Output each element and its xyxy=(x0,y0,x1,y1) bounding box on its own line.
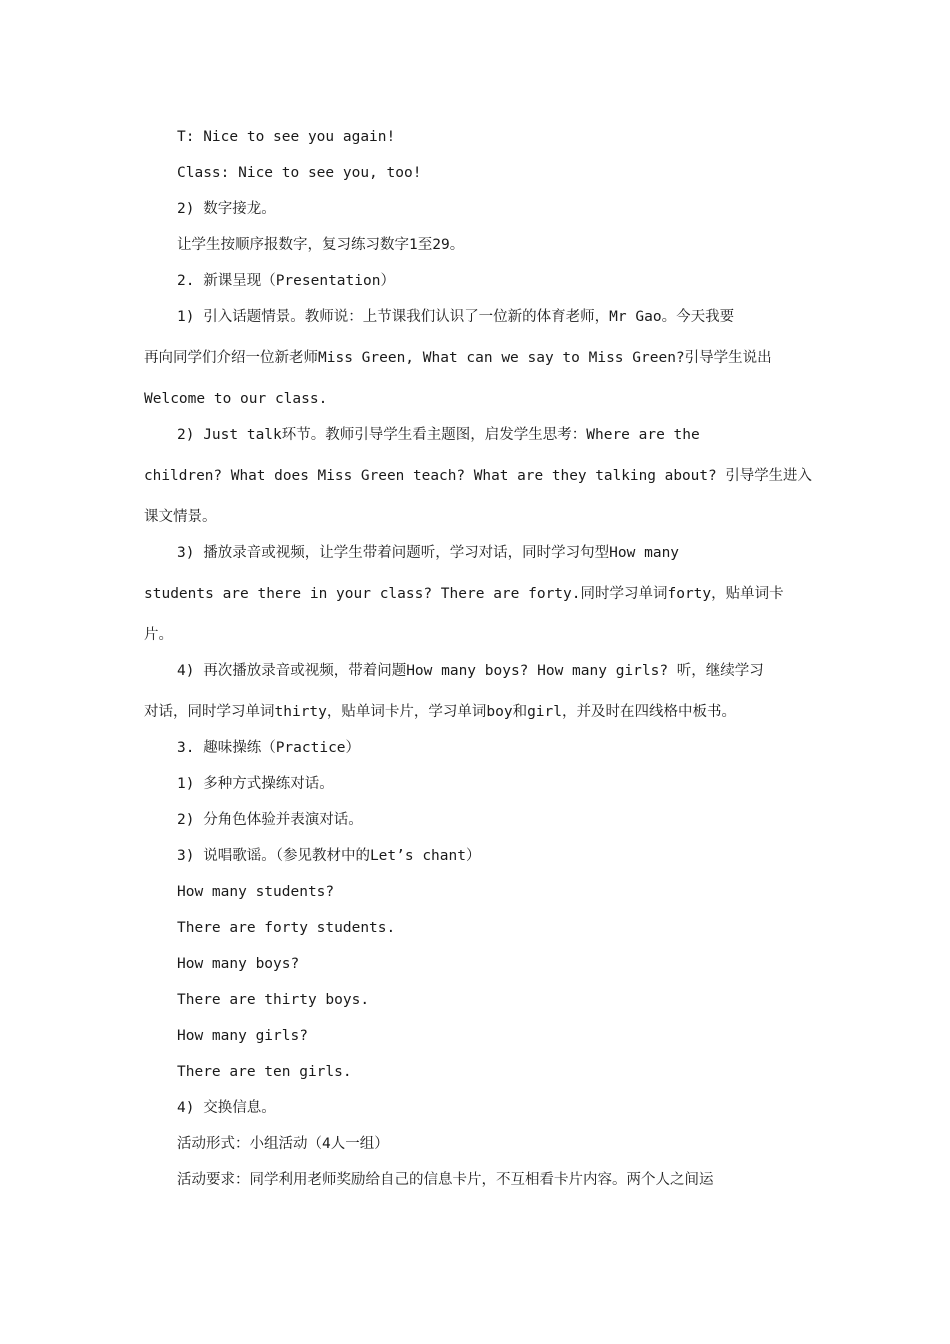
chant-line: There are forty students. xyxy=(177,920,396,936)
paragraph-line: students are there in your class? There are forty.同时学习单词forty，贴单词卡 xyxy=(144,586,784,602)
activity-requirements: 活动要求：同学利用老师奖励给自己的信息卡片，不互相看卡片内容。两个人之间运 xyxy=(177,1172,714,1188)
list-item: 3) 说唱歌谣。（参见教材中的Let’s chant） xyxy=(177,848,481,864)
paragraph-line: 对话，同时学习单词thirty，贴单词卡片，学习单词boy和girl，并及时在四线格中板书。 xyxy=(144,704,736,720)
paragraph-line: children? What does Miss Green teach? What are they talking about? 引导学生进入 xyxy=(144,468,812,484)
paragraph-line: 再向同学们介绍一位新老师Miss Green, What can we say to Miss Green?引导学生说出 xyxy=(144,350,772,366)
chant-line: There are ten girls. xyxy=(177,1064,352,1080)
chant-line: How many boys? xyxy=(177,956,300,972)
paragraph-line: 让学生按顺序报数字，复习练习数字1至29。 xyxy=(177,237,465,253)
paragraph-line: 4) 再次播放录音或视频，带着问题How many boys? How many girls? 听，继续学习 xyxy=(177,663,764,679)
paragraph-line: 3) 播放录音或视频，让学生带着问题听，学习对话，同时学习句型How many xyxy=(177,545,680,561)
paragraph-line: 课文情景。 xyxy=(144,509,217,525)
step-number-chain: 2) 数字接龙。 xyxy=(177,201,276,217)
chant-line: There are thirty boys. xyxy=(177,992,370,1008)
paragraph-line: Welcome to our class. xyxy=(144,391,328,407)
dialogue-line-class: Class: Nice to see you, too! xyxy=(177,165,422,181)
paragraph-line: 片。 xyxy=(144,627,173,643)
section-heading-presentation: 2. 新课呈现（Presentation） xyxy=(177,273,395,289)
paragraph-line: 2) Just talk环节。教师引导学生看主题图，启发学生思考：Where are the xyxy=(177,427,700,443)
section-heading-practice: 3. 趣味操练（Practice） xyxy=(177,740,361,756)
paragraph-line: 1) 引入话题情景。教师说：上节课我们认识了一位新的体育老师，Mr Gao。今天我要 xyxy=(177,309,735,325)
list-item: 4) 交换信息。 xyxy=(177,1100,276,1116)
dialogue-line-teacher: T: Nice to see you again! xyxy=(177,129,396,145)
chant-line: How many students? xyxy=(177,884,335,900)
list-item: 2) 分角色体验并表演对话。 xyxy=(177,812,363,828)
activity-format: 活动形式：小组活动（4人一组） xyxy=(177,1136,389,1152)
list-item: 1) 多种方式操练对话。 xyxy=(177,776,334,792)
chant-line: How many girls? xyxy=(177,1028,308,1044)
